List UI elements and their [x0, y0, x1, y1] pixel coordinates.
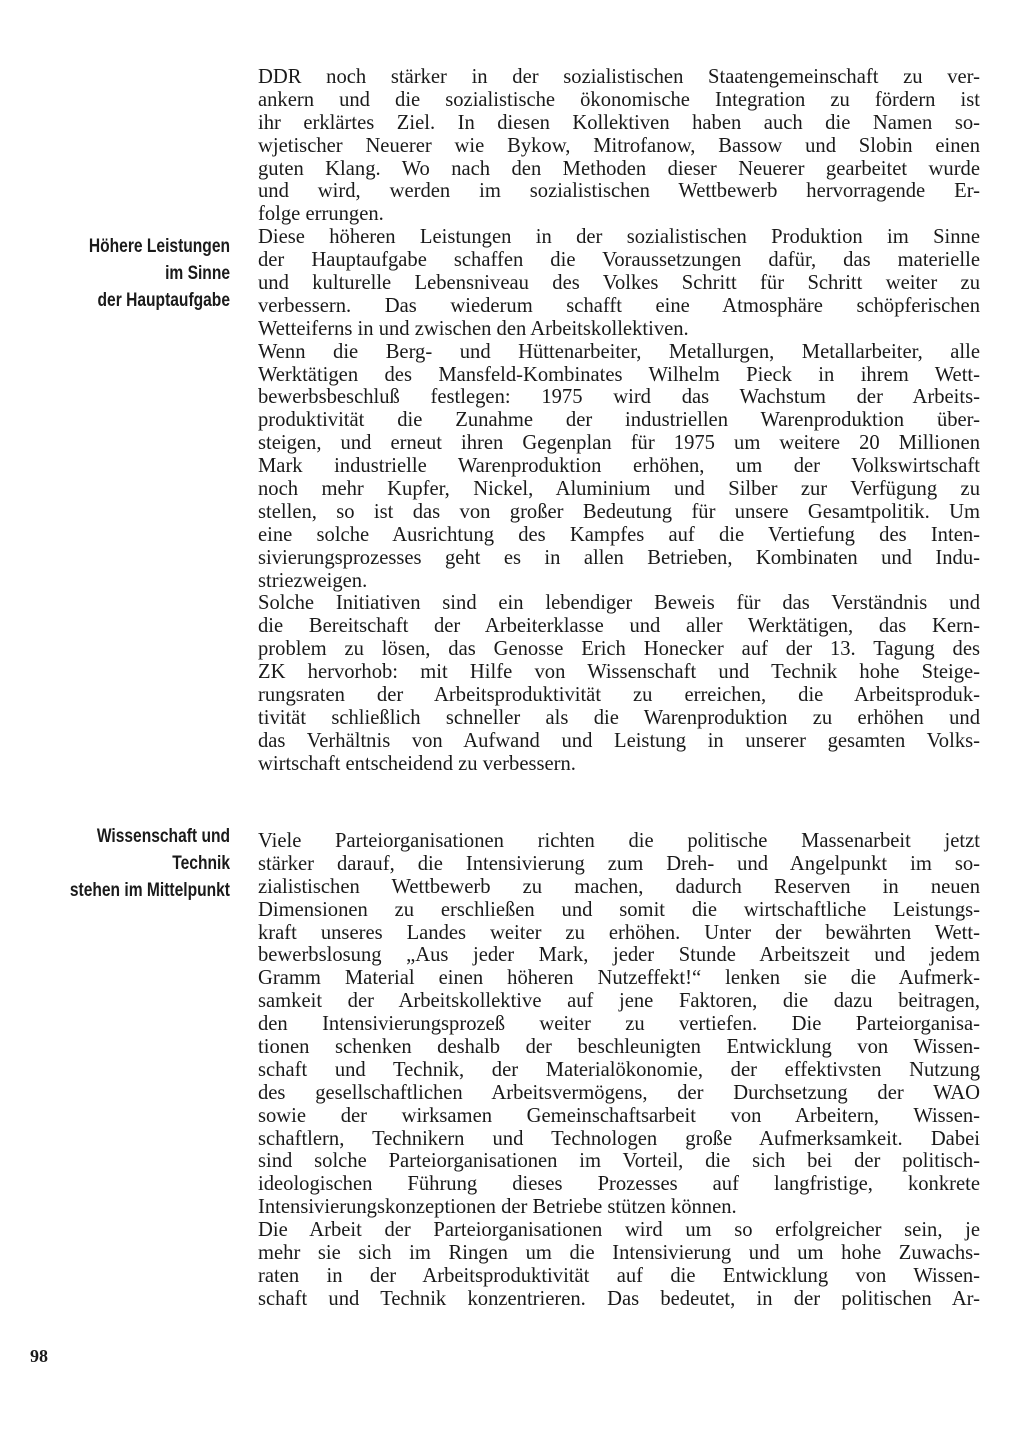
text-line: noch mehr Kupfer, Nickel, Aluminium und Silber zur Verfügung zu [258, 478, 980, 501]
margin-heading-wissenschaft-und-technik [66, 823, 230, 904]
text-line: steigen, und erneut ihren Gegenplan für 1975 um weitere 20 Millionen [258, 432, 980, 455]
body-text-block-2 [258, 830, 980, 1311]
text-line: samkeit der Arbeitskollektive auf jene Faktoren, die dazu beitragen, [258, 990, 980, 1013]
text-line: und kulturelle Lebensniveau des Volkes Schritt für Schritt weiter zu [258, 272, 980, 295]
text-line: raten in der Arbeitsproduktivität auf die Entwicklung von Wissen- [258, 1264, 980, 1287]
text-line: schaftlern, Technikern und Technologen große Aufmerksamkeit. Dabei [258, 1127, 980, 1150]
text-line: folge errungen. [258, 203, 384, 226]
margin-heading-line: stehen im Mittelpunkt [69, 880, 230, 901]
text-line: Intensivierungskonzeptionen der Betriebe stützen können. [258, 1196, 737, 1219]
text-line: Viele Parteiorganisationen richten die politische Massenarbeit jetzt [258, 830, 980, 852]
text-line: Die Arbeit der Parteiorganisationen wird um so erfolgreicher sein, je [258, 1219, 980, 1242]
text-line: den Intensivierungsprozeß weiter zu vertiefen. Die Parteiorganisa- [258, 1013, 980, 1036]
text-line: DDR noch stärker in der sozialistischen Staatengemeinschaft zu ver- [258, 66, 980, 88]
text-line: sind solche Parteiorganisationen im Vorteil, die sich bei der politisch- [258, 1150, 980, 1173]
text-line: bewerbslosung „Aus jeder Mark, jeder Stunde Arbeitszeit und jedem [258, 944, 980, 967]
margin-heading-line: der Hauptaufgabe [97, 290, 230, 311]
text-line: des gesellschaftlichen Arbeitsvermögens, der Durchsetzung der WAO [258, 1081, 980, 1104]
text-line: kraft unseres Landes weiter zu erhöhen. Unter der bewährten Wett- [258, 921, 980, 944]
text-line: stellen, so ist das von großer Bedeutung für unsere Gesamtpolitik. Um [258, 500, 980, 523]
margin-heading-hoehere-leistungen [66, 233, 230, 314]
text-line: der Hauptaufgabe schaffen die Voraussetzungen dafür, das materielle [258, 249, 980, 272]
text-line: Wetteiferns in und zwischen den Arbeitskollektiven. [258, 317, 689, 340]
text-line: ZK hervorhob: mit Hilfe von Wissenschaft und Technik hohe Steige- [258, 661, 980, 684]
text-line: ankern und die sozialistische ökonomische Integration zu fördern ist [258, 88, 980, 111]
text-line: rungsraten der Arbeitsproduktivität zu erreichen, die Arbeitsproduk- [258, 684, 980, 707]
text-line: zialistischen Wettbewerb zu machen, dadurch Reserven in neuen [258, 875, 980, 898]
text-line: schaft und Technik, der Materialökonomie, der effektivsten Nutzung [258, 1058, 980, 1081]
text-line: das Verhältnis von Aufwand und Leistung in unserer gesamten Volks- [258, 729, 980, 752]
text-line: Mark industrielle Warenproduktion erhöhen, um der Volkswirtschaft [258, 455, 980, 478]
text-line: bewerbsbeschluß festlegen: 1975 wird das Wachstum der Arbeits- [258, 386, 980, 409]
text-line: problem zu lösen, das Genosse Erich Honecker auf der 13. Tagung des [258, 638, 980, 661]
text-line: schaft und Technik konzentrieren. Das bedeutet, in der politischen Ar- [258, 1287, 980, 1310]
text-line: Solche Initiativen sind ein lebendiger Beweis für das Verständnis und [258, 592, 980, 615]
text-line: Diese höheren Leistungen in der sozialistischen Produktion im Sinne [258, 226, 980, 249]
text-line: wjetischer Neuerer wie Bykow, Mitrofanow, Bassow und Slobin einen [258, 134, 980, 157]
text-line: guten Klang. Wo nach den Methoden dieser Neuerer gearbeitet wurde [258, 157, 980, 180]
body-text-block-1 [258, 66, 980, 776]
text-line: tivität schließlich schneller als die Warenproduktion zu erhöhen und [258, 706, 980, 729]
page-number: 98 [30, 1346, 48, 1366]
margin-heading-line: Wissenschaft und [96, 826, 231, 847]
text-line: Wenn die Berg- und Hüttenarbeiter, Metallurgen, Metallarbeiter, alle [258, 340, 980, 363]
text-line: produktivität die Zunahme der industriellen Warenproduktion über- [258, 409, 980, 432]
text-line: Gramm Material einen höheren Nutzeffekt!“ lenken sie die Aufmerk- [258, 967, 980, 990]
text-line: stärker darauf, die Intensivierung zum Dreh- und Angelpunkt im so- [258, 852, 980, 875]
text-line: mehr sie sich im Ringen um die Intensivierung und um hohe Zuwachs- [258, 1242, 980, 1265]
text-line: sowie der wirksamen Gemeinschaftsarbeit von Arbeitern, Wissen- [258, 1104, 980, 1127]
text-line: eine solche Ausrichtung des Kampfes auf die Vertiefung des Inten- [258, 523, 980, 546]
text-line: ihr erklärtes Ziel. In diesen Kollektiven haben auch die Namen so- [258, 111, 980, 134]
text-line: wirtschaft entscheidend zu verbessern. [258, 752, 576, 775]
margin-heading-line: Technik [172, 853, 230, 874]
text-line: striezweigen. [258, 569, 368, 592]
text-line: sivierungsprozesses geht es in allen Betrieben, Kombinaten und Indu- [258, 546, 980, 569]
text-line: verbessern. Das wiederum schafft eine Atmosphäre schöpferischen [258, 294, 980, 317]
text-line: die Bereitschaft der Arbeiterklasse und aller Werktätigen, das Kern- [258, 615, 980, 638]
text-line: tionen schenken deshalb der beschleunigten Entwicklung von Wissen- [258, 1036, 980, 1059]
text-line: und wird, werden im sozialistischen Wettbewerb hervorragende Er- [258, 180, 980, 203]
margin-heading-line: im Sinne [165, 263, 230, 284]
text-line: Dimensionen zu erschließen und somit die wirtschaftliche Leistungs- [258, 898, 980, 921]
text-line: ideologischen Führung dieses Prozesses auf langfristige, konkrete [258, 1173, 980, 1196]
margin-heading-line: Höhere Leistungen [88, 236, 230, 257]
text-line: Werktätigen des Mansfeld-Kombinates Wilhelm Pieck in ihrem Wett- [258, 363, 980, 386]
